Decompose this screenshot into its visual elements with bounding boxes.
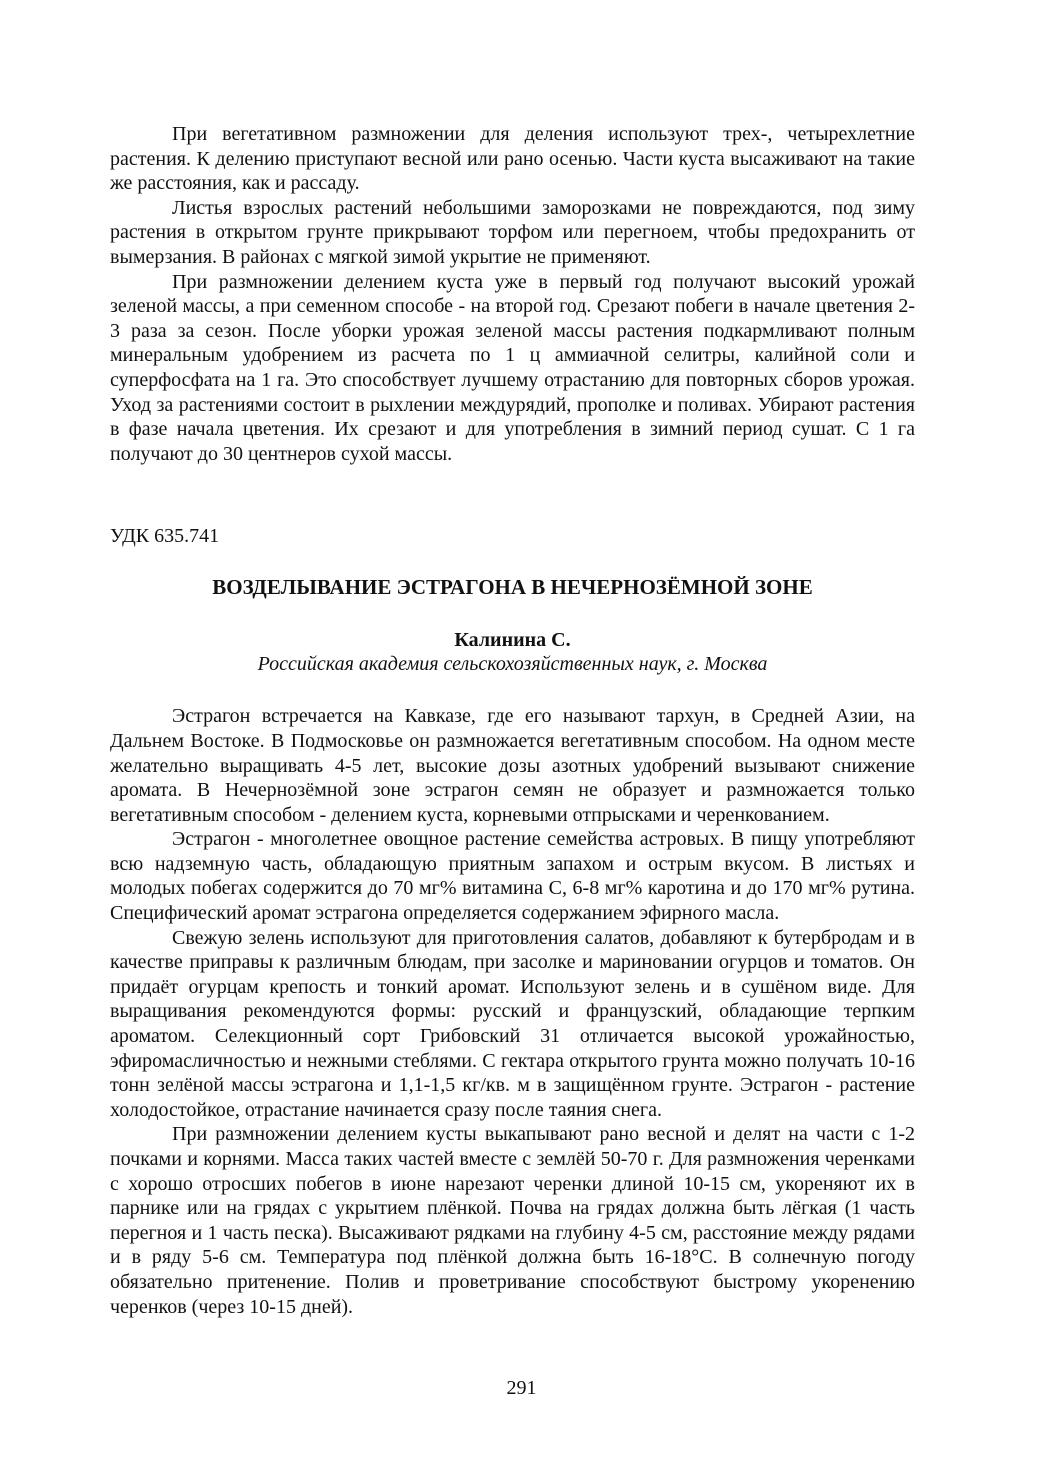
intro-paragraph-1: При вегетативном размножении для деления используют трех-, четырехлетние растения. К делению приступают весной или рано осенью. Части куста высаживают на такие же расстояния, как и рассаду.	[110, 123, 915, 195]
author-affiliation: Российская академия сельскохозяйственных наук, г. Москва	[257, 653, 768, 676]
article-author: Калинина С.	[454, 629, 571, 652]
article-paragraph-2: Эстрагон - многолетнее овощное растение семейства астровых. В пищу употребляют всю надземную часть, обладающую приятным запахом и острым вкусом. В листьях и молодых побегах содержится до 70 мг% витамина С, 6-8 мг% каротина и до 170 мг% рутина. Специфический аромат эстрагона определяется содержанием эфирного масла.	[110, 828, 915, 925]
article-body	[110, 704, 915, 1319]
article-paragraph-1: Эстрагон встречается на Кавказе, где его называют тархун, в Средней Азии, на Дальнем Востоке. В Подмосковье он размножается вегетативным способом. На одном месте желательно выращивать 4-5 лет, высокие дозы азотных удобрений вызывают снижение аромата. В Нечернозёмной зоне эстрагон семян не образует и размножается только вегетативным способом - делением куста, корневыми отпрысками и черенкованием.	[110, 705, 915, 826]
page-number: 291	[506, 1377, 537, 1399]
intro-paragraph-3: При размножении делением куста уже в первый год получают высокий урожай зеленой массы, а при семенном способе - на второй год. Срезают побеги в начале цветения 2-3 раза за сезон. После уборки урожая зеленой массы растения подкармливают полным минеральным удобрением из расчета по 1 ц аммиачной селитры, калийной соли и суперфосфата на 1 га. Это способствует лучшему отрастанию для повторных сборов урожая. Уход за растениями состоит в рыхлении междурядий, прополке и поливах. Убирают растения в фазе начала цветения. Их срезают и для употребления в зимний период сушат. С 1 га получают до 30 центнеров сухой массы.	[110, 270, 915, 465]
article-paragraph-4: При размножении делением кусты выкапывают рано весной и делят на части с 1-2 почками и корнями. Масса таких частей вместе с землёй 50-70 г. Для размножения черенками с хорошо отросших побегов в июне нарезают черенки длиной 10-15 см, укореняют их в парнике или на грядах с укрытием плёнкой. Почва на грядах должна быть лёгкая (1 часть перегноя и 1 часть песка). Высаживают рядками на глубину 4-5 см, расстояние между рядами и в ряду 5-6 см. Температура под плёнкой должна быть 16-18°С. В солнечную погоду обязательно притенение. Полив и проветривание способствуют быстрому укоренению черенков (через 10-15 дней).	[110, 1123, 915, 1318]
intro-paragraph-2: Листья взрослых растений небольшими заморозками не повреждаются, под зиму растения в открытом грунте прикрывают торфом или перегноем, чтобы предохранить от вымерзания. В районах с мягкой зимой укрытие не применяют.	[110, 196, 915, 268]
article-title: ВОЗДЕЛЫВАНИЕ ЭСТРАГОНА В НЕЧЕРНОЗЁМНОЙ ЗОНЕ	[212, 575, 813, 600]
udk-code: УДК 635.741	[110, 525, 220, 548]
article-paragraph-3: Свежую зелень используют для приготовления салатов, добавляют к бутербродам и в качестве приправы к различным блюдам, при засолке и мариновании огурцов и томатов. Он придаёт огурцам крепость и тонкий аромат. Используют зелень и в сушёном виде. Для выращивания рекомендуются формы: русский и французский, обладающие терпким ароматом. Селекционный сорт Грибовский 31 отличается высокой урожайностью, эфиромасличностью и нежными стеблями. С гектара открытого грунта можно получать 10-16 тонн зелёной массы эстрагона и 1,1-1,5 кг/кв. м в защищённом грунте. Эстрагон - растение холодостойкое, отрастание начинается сразу после таяния снега.	[110, 926, 915, 1121]
intro-section	[110, 122, 915, 466]
page-content	[110, 122, 915, 1319]
